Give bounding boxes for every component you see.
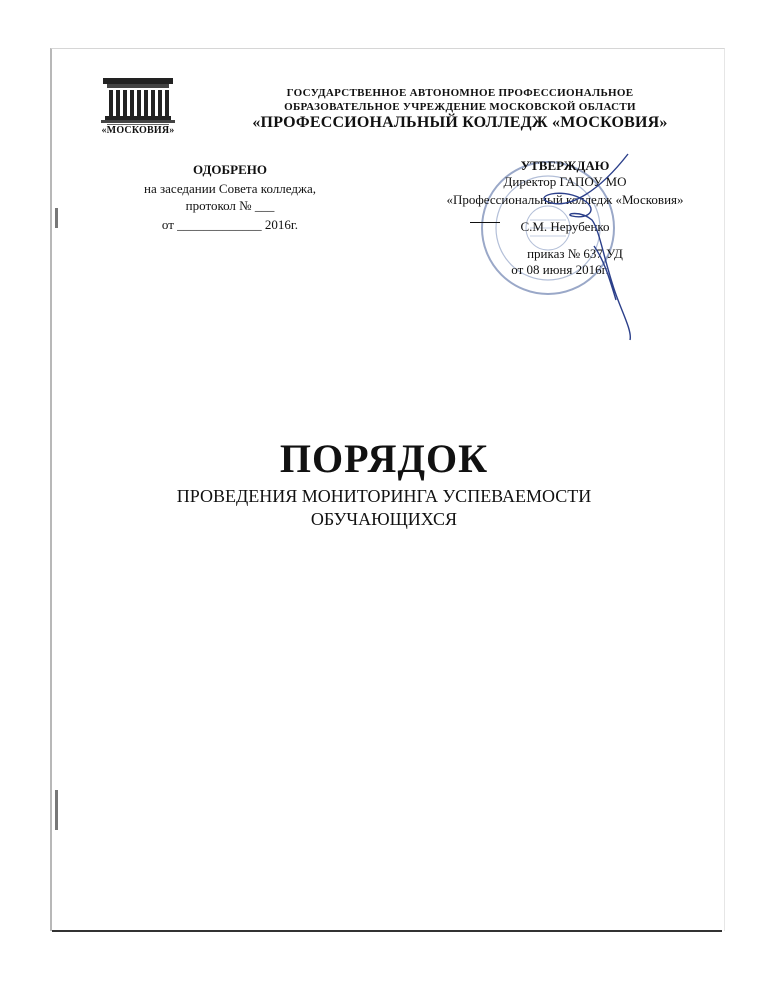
approved-date-line: от _____________ 2016г.	[161, 217, 299, 232]
document-subtitle-line1: ПРОВЕДЕНИЯ МОНИТОРИНГА УСПЕВАЕМОСТИ	[176, 486, 592, 506]
org-name-line1: ГОСУДАРСТВЕННОЕ АВТОНОМНОЕ ПРОФЕССИОНАЛЬНОЕ	[286, 87, 634, 99]
org-name-line3: «ПРОФЕССИОНАЛЬНЫЙ КОЛЛЕДЖ «МОСКОВИЯ»	[252, 114, 668, 131]
director-title-line: Директор ГАПОУ МО	[503, 174, 627, 189]
approved-protocol-line: протокол № ___	[185, 198, 275, 213]
scan-edge-mark	[55, 790, 58, 830]
approved-heading: ОДОБРЕНО	[193, 162, 267, 177]
logo-caption: «МОСКОВИЯ»	[101, 125, 175, 136]
approve-heading: УТВЕРЖДАЮ	[520, 158, 610, 173]
signature-icon	[520, 150, 640, 345]
document-subtitle-line2: ОБУЧАЮЩИХСЯ	[310, 509, 458, 529]
bottom-rule	[52, 930, 722, 932]
document-title: ПОРЯДОК	[279, 436, 489, 481]
org-name-line2: ОБРАЗОВАТЕЛЬНОЕ УЧРЕЖДЕНИЕ МОСКОВСКОЙ ОБЛАСТИ	[284, 101, 636, 113]
order-number-line: приказ № 637 УД	[527, 246, 623, 261]
scan-edge-mark	[55, 208, 58, 228]
order-date-line: от 08 июня 2016г.	[511, 262, 609, 277]
college-name-line: «Профессиональный колледж «Московия»	[446, 192, 684, 207]
approved-council-line: на заседании Совета колледжа,	[144, 181, 316, 196]
director-name: С.М. Нерубенко	[520, 219, 610, 234]
